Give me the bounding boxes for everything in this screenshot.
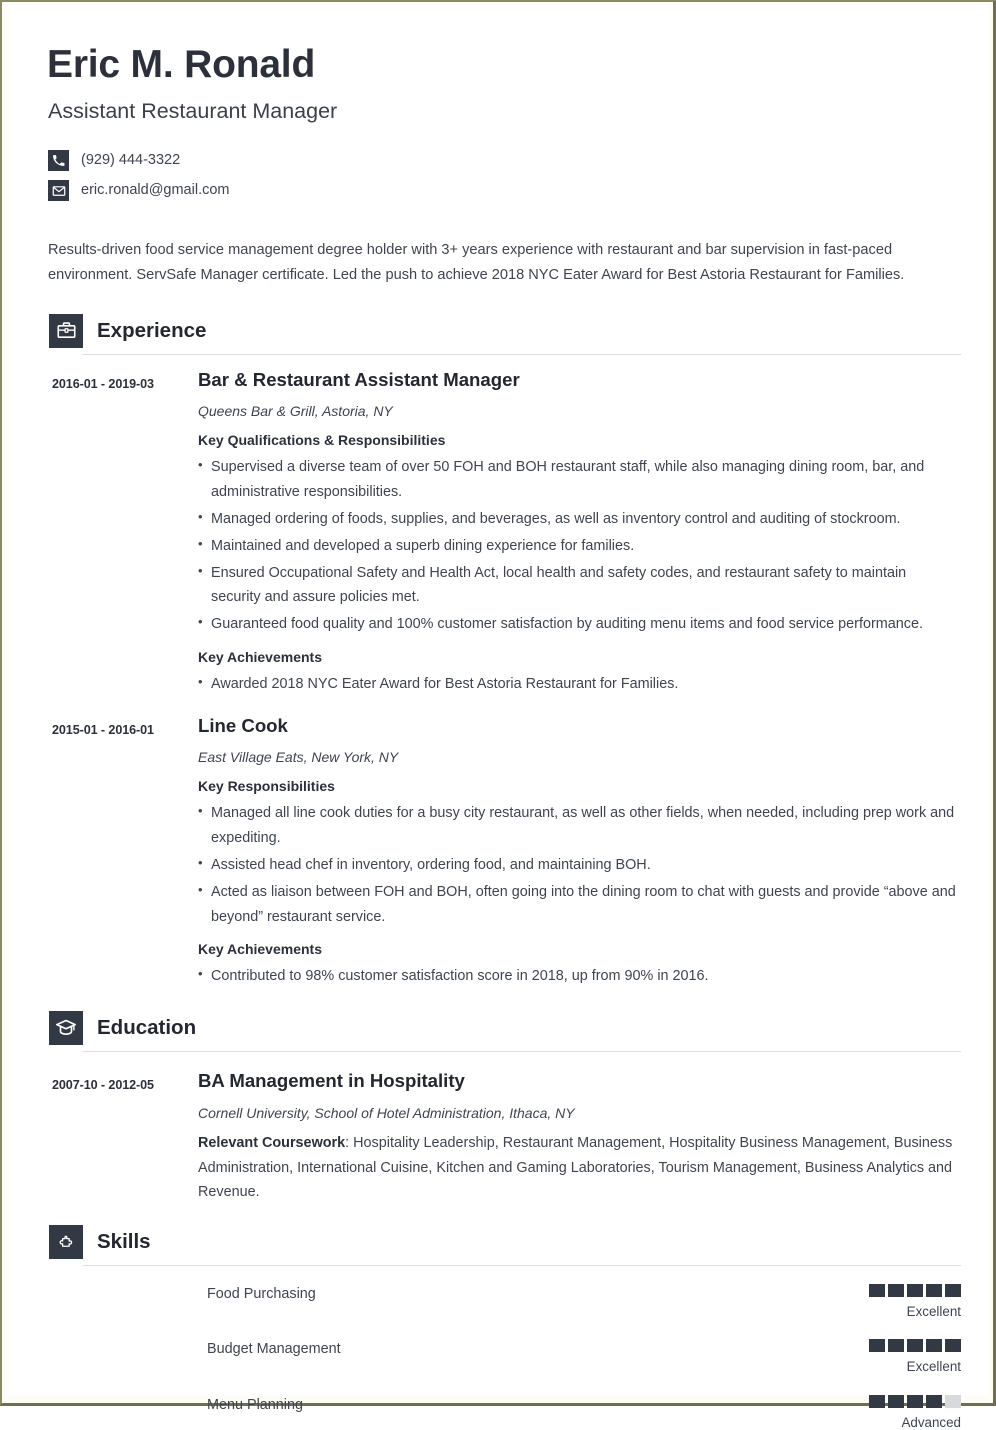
skill-rating-blocks (841, 1339, 961, 1352)
candidate-job-title: Assistant Restaurant Manager (48, 98, 338, 123)
bullet-item: • Ensured Occupational Safety and Health Act, local health and safety codes, and restaurant safety to maintain security and assure policies met. (198, 561, 957, 611)
skill-block-filled (945, 1339, 961, 1352)
skills-header (43, 1225, 961, 1259)
bullet-item: • Assisted head chef in inventory, ordering food, and maintaining BOH. (198, 853, 957, 878)
skill-block-filled (869, 1395, 885, 1408)
skill-name: Budget Management (207, 1341, 341, 1358)
skill-meter (841, 1395, 961, 1429)
phone-icon (48, 150, 69, 171)
education-school: Cornell University, School of Hotel Administration, Ithaca, NY (198, 1104, 575, 1121)
entry-subheading: Key Achievements (198, 648, 322, 665)
experience-entry-body (198, 369, 961, 697)
graduation-cap-icon (49, 1011, 83, 1045)
entry-subheading: Key Qualifications & Responsibilities (198, 432, 446, 449)
skills-rule (83, 1265, 961, 1266)
experience-entry (43, 369, 961, 697)
skills-title: Skills (97, 1229, 151, 1253)
candidate-name: Eric M. Ronald (47, 43, 316, 86)
bullet-item: • Acted as liaison between FOH and BOH, often going into the dining room to chat with guests and provide “above and beyond” restaurant service. (198, 880, 957, 930)
experience-entry-dates: 2015-01 - 2016-01 (52, 722, 154, 737)
contact-phone[interactable] (48, 150, 961, 172)
coursework-label: Relevant Coursework (198, 1134, 346, 1151)
experience-rule (83, 354, 961, 355)
skills-list (43, 1284, 961, 1429)
coursework-text: : Hospitality Leadership, Restaurant Management, Hospitality Business Management, Business Administration, International Cuisine, Kitchen and Gaming Laboratories, Tourism Management, Business Analytics and Revenue. (198, 1134, 953, 1201)
experience-header (43, 314, 961, 348)
section-skills (43, 1225, 961, 1429)
skill-block-filled (888, 1395, 904, 1408)
bullet-list (198, 801, 957, 929)
education-entry (43, 1070, 961, 1205)
bullet-list (198, 672, 957, 697)
entry-subheading: Key Achievements (198, 941, 322, 958)
professional-summary: Results-driven food service management degree holder with 3+ years experience with restaurant and bar supervision in fast-paced environment. ServSafe Manager certificate. Led the push to achieve 2018 NYC Eater Award for Best Astoria Restaurant for Families. (48, 241, 905, 283)
skill-name: Menu Planning (207, 1396, 304, 1413)
education-entry-dates: 2007-10 - 2012-05 (52, 1078, 154, 1093)
bullet-list (198, 455, 957, 636)
resume-content (9, 5, 994, 1430)
education-header (43, 1011, 961, 1045)
skill-block-filled (907, 1395, 923, 1408)
skill-block-empty (945, 1395, 961, 1408)
resume-sheet (9, 5, 989, 1430)
skill-block-filled (926, 1339, 942, 1352)
experience-entry-org: Queens Bar & Grill, Astoria, NY (198, 403, 393, 420)
skill-name: Food Purchasing (207, 1286, 316, 1303)
bullet-item: • Contributed to 98% customer satisfaction score in 2018, up from 90% in 2016. (198, 964, 957, 989)
skill-block-filled (926, 1284, 942, 1297)
skill-meter (841, 1284, 961, 1318)
bullet-list (198, 964, 957, 989)
bullet-item: • Guaranteed food quality and 100% customer satisfaction by auditing menu items and food service performance. (198, 612, 957, 637)
education-rule (83, 1051, 961, 1052)
bullet-item: • Maintained and developed a superb dining experience for families. (198, 534, 957, 559)
education-entry-body (198, 1070, 961, 1205)
skill-row (43, 1395, 961, 1429)
entry-subheading: Key Responsibilities (198, 778, 335, 795)
skill-block-filled (888, 1284, 904, 1297)
experience-entry (43, 715, 961, 989)
email-value: eric.ronald@gmail.com (81, 182, 230, 199)
experience-title: Experience (97, 318, 207, 342)
skill-block-filled (907, 1339, 923, 1352)
skill-level: Excellent (906, 1359, 961, 1375)
skill-block-filled (945, 1284, 961, 1297)
contact-list (48, 150, 961, 202)
skill-block-filled (926, 1395, 942, 1408)
phone-value: (929) 444-3322 (81, 152, 181, 169)
experience-entry-role: Line Cook (198, 714, 288, 736)
bullet-item: • Supervised a diverse team of over 50 FOH and BOH restaurant staff, while also managing dining room, bar, and administrative responsibilities. (198, 455, 957, 505)
skill-meter (841, 1339, 961, 1373)
skill-row (43, 1284, 961, 1318)
education-title: Education (97, 1015, 197, 1039)
education-coursework (198, 1131, 957, 1205)
experience-entry-dates: 2016-01 - 2019-03 (52, 376, 154, 391)
skill-rating-blocks (841, 1284, 961, 1297)
section-experience (43, 314, 961, 989)
bullet-item: • Awarded 2018 NYC Eater Award for Best Astoria Restaurant for Families. (198, 672, 957, 697)
bullet-item: • Managed ordering of foods, supplies, and beverages, as well as inventory control and auditing of stockroom. (198, 507, 957, 532)
skill-block-filled (888, 1339, 904, 1352)
envelope-icon (48, 180, 69, 201)
experience-entry-org: East Village Eats, New York, NY (198, 749, 399, 766)
experience-entry-body (198, 715, 961, 989)
skill-block-filled (869, 1339, 885, 1352)
skill-rating-blocks (841, 1395, 961, 1408)
skill-level: Advanced (901, 1414, 961, 1430)
resume-header (43, 31, 961, 288)
bullet-item: • Managed all line cook duties for a busy city restaurant, as well as other fields, when needed, including prep work and expediting. (198, 801, 957, 851)
skill-block-filled (869, 1284, 885, 1297)
section-education (43, 1011, 961, 1205)
skill-row (43, 1339, 961, 1373)
briefcase-icon (49, 314, 83, 348)
contact-email[interactable] (48, 180, 961, 202)
experience-entry-role: Bar & Restaurant Assistant Manager (198, 368, 520, 390)
skill-block-filled (907, 1284, 923, 1297)
skill-level: Excellent (906, 1304, 961, 1320)
education-degree: BA Management in Hospitality (198, 1070, 465, 1092)
puzzle-piece-icon (49, 1225, 83, 1259)
